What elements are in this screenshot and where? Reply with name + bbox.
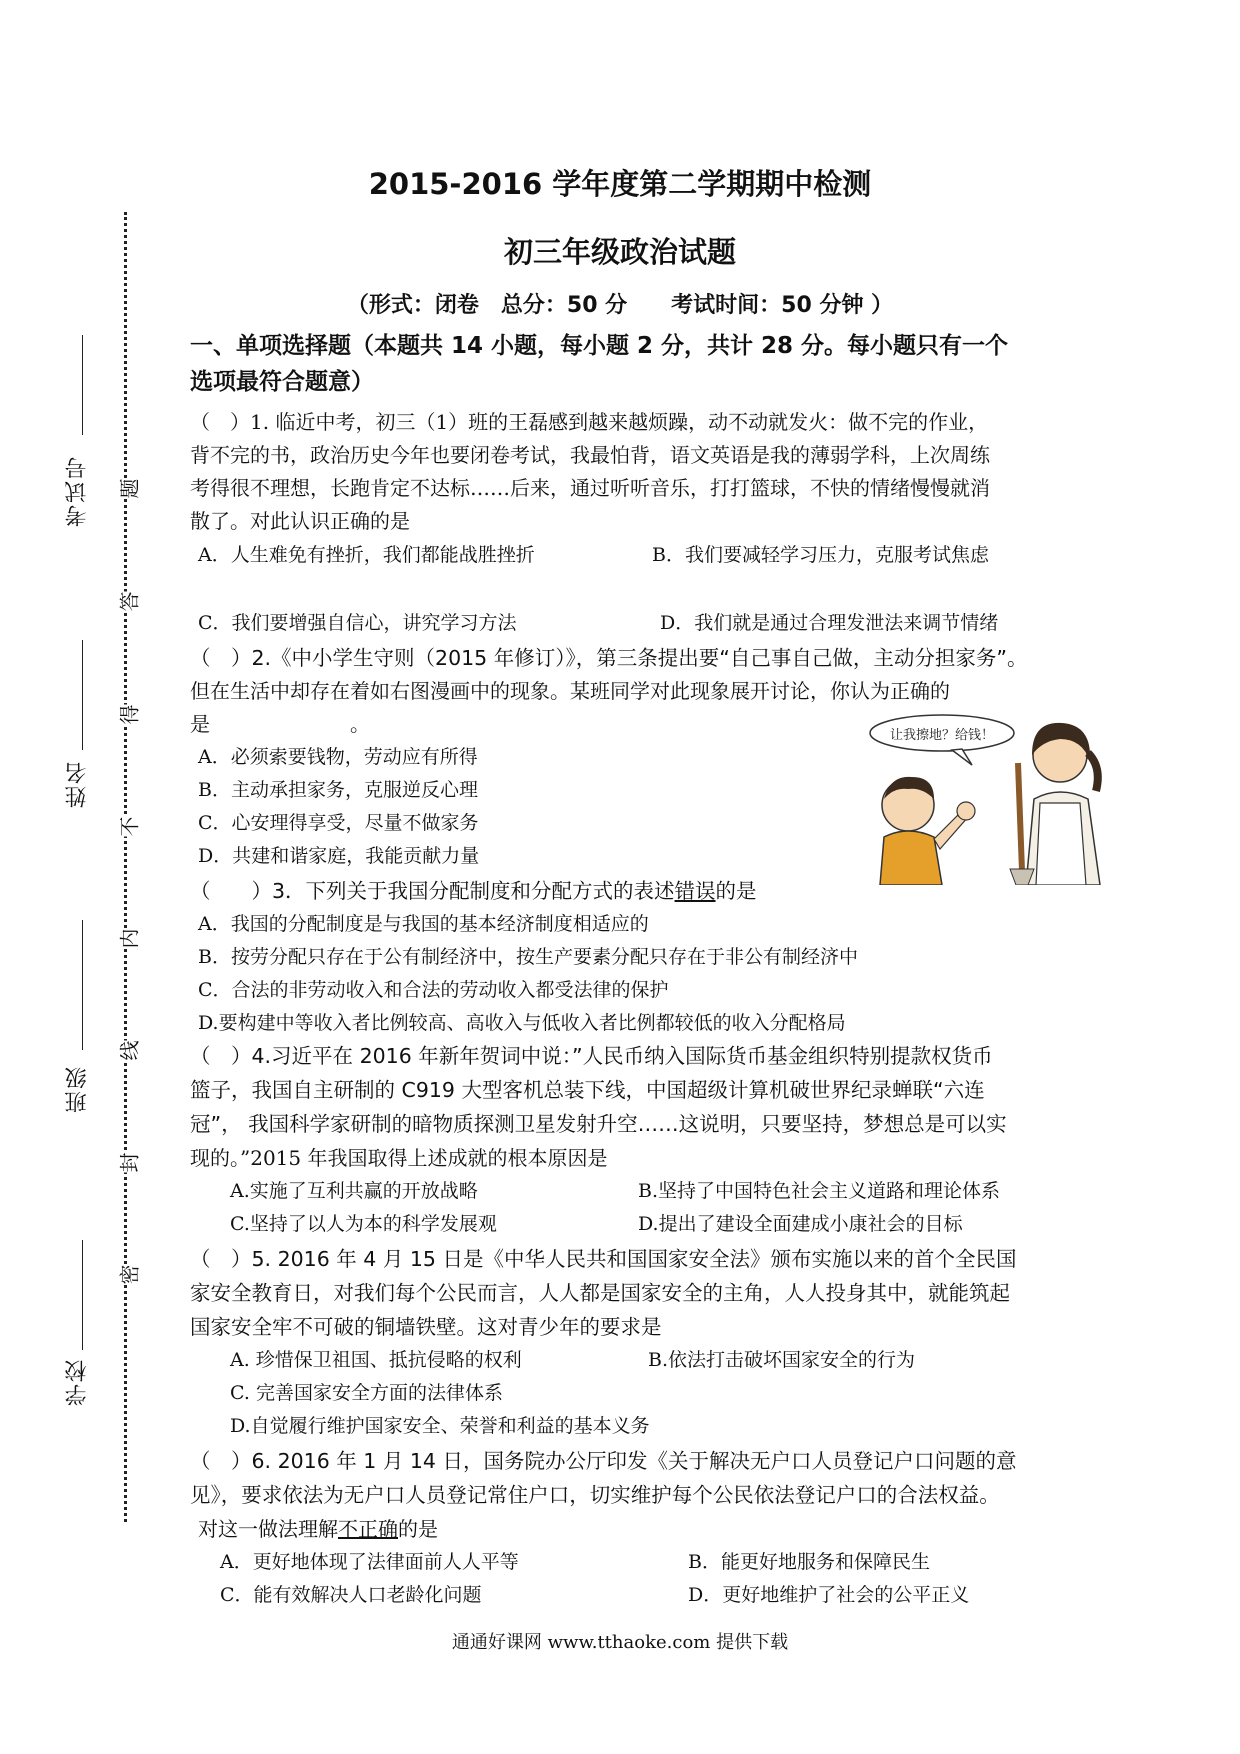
q2-line-1: （ ）2.《中小学生守则（2015 年修订）》，第三条提出要“自己事自己做，主动分担家务”。 (190, 646, 1028, 670)
footer-source: 通通好课网 www.tthaoke.com 提供下载 (451, 1632, 789, 1653)
q6-option-a: A．更好地体现了法律面前人人平等 (220, 1551, 519, 1573)
section-heading-line-1: 一、单项选择题（本题共 14 小题，每小题 2 分，共计 28 分。每小题只有一个 (190, 333, 1009, 359)
q1-option-c: C．我们要增强自信心，讲究学习方法 (198, 612, 517, 634)
speech-bubble-text: 让我擦地？给钱！ (889, 728, 995, 743)
q4-option-d: D.提出了建设全面建成小康社会的目标 (638, 1213, 963, 1235)
q1-option-b: B．我们要减轻学习压力，克服考试焦虑 (652, 544, 989, 566)
exam-title: 2015-2016 学年度第二学期期中检测 (368, 167, 872, 201)
q3-stem (190, 875, 1070, 908)
q3-option-a: A．我国的分配制度是与我国的基本经济制度相适应的 (198, 913, 649, 935)
q4-option-b: B.坚持了中国特色社会主义道路和理论体系 (638, 1180, 1001, 1202)
q4-line-4: 现的。”2015 年我国取得上述成就的根本原因是 (190, 1146, 608, 1170)
q5-line-1: （ ）5. 2016 年 4 月 15 日是《中华人民共和国国家安全法》颁布实施以来的首个全民国 (190, 1247, 1017, 1271)
q5-option-a: A. 珍惜保卫祖国、抵抗侵略的权利 (230, 1349, 522, 1371)
q6-line-2: 见》，要求依法为无户口人员登记常住户口，切实维护每个公民依法登记户口的合法权益。 (190, 1483, 1000, 1507)
q2-option-a: A．必须索要钱物，劳动应有所得 (198, 746, 478, 768)
seal-char-1: 题 (112, 479, 145, 499)
binding-dotted-line (124, 212, 127, 1522)
exam-subtitle: 初三年级政治试题 (503, 235, 736, 269)
q2-line-3: 是 。 (190, 712, 370, 736)
q1-option-a: A．人生难免有挫折，我们都能战胜挫折 (198, 544, 535, 566)
q6-stem-prefix: 对这一做法理解 (198, 1517, 338, 1541)
housework-cartoon (850, 703, 1150, 885)
q6-option-c: C．能有效解决人口老龄化问题 (220, 1584, 482, 1606)
name-label: 姓名 (65, 760, 90, 808)
seal-char-8: 密 (112, 1265, 145, 1285)
section-heading (190, 328, 1070, 400)
name-line (82, 640, 83, 750)
q3-option-b: B．按劳分配只存在于公有制经济中，按生产要素分配只存在于非公有制经济中 (198, 946, 858, 968)
q4-line-1: （ ）4.习近平在 2016 年新年贺词中说：”人民币纳入国际货币基金组织特别提款权货币 (190, 1044, 993, 1068)
q2-option-c: C．心安理得享受，尽量不做家务 (198, 812, 479, 834)
q5-option-b: B.依法打击破坏国家安全的行为 (648, 1349, 916, 1371)
exam-number-label: 考试号 (65, 455, 90, 527)
q5-option-c: C. 完善国家安全方面的法律体系 (230, 1382, 503, 1404)
q6-option-b: B．能更好地服务和保障民生 (688, 1551, 930, 1573)
seal-char-7: 封 (112, 1153, 145, 1173)
seal-char-4: 不 (112, 817, 145, 837)
q1-option-d: D．我们就是通过合理发泄法来调节情绪 (660, 612, 999, 634)
q1-line-4: 散了。对此认识正确的是 (190, 509, 410, 533)
q1-line-1: （ ）1. 临近中考，初三（1）班的王磊感到越来越烦躁，动不动就发火：做不完的作业， (190, 410, 989, 434)
q3-option-c: C．合法的非劳动收入和合法的劳动收入都受法律的保护 (198, 979, 669, 1001)
q6-line-1: （ ）6. 2016 年 1 月 14 日，国务院办公厅印发《关于解决无户口人员登记户口问题的意 (190, 1449, 1017, 1473)
q1-line-3: 考得很不理想，长跑肯定不达标……后来，通过听听音乐，打打篮球，不快的情绪慢慢就消 (190, 476, 990, 500)
section-heading-line-2: 选项最符合题意） (190, 369, 374, 395)
class-label: 班级 (65, 1065, 90, 1113)
q2-option-d: D．共建和谐家庭，我能贡献力量 (198, 845, 480, 867)
q6-stem-emphasis: 不正确 (338, 1517, 398, 1541)
seal-char-6: 线 (112, 1041, 145, 1061)
q3-option-d: D.要构建中等收入者比例较高、高收入与低收入者比例都较低的收入分配格局 (198, 1012, 846, 1034)
exam-number-line (82, 335, 83, 435)
q2-option-b: B．主动承担家务，克服逆反心理 (198, 779, 478, 801)
seal-char-2: 答 (112, 592, 145, 612)
seal-char-3: 得 (112, 705, 145, 725)
seal-char-5: 内 (112, 929, 145, 949)
q5-option-d: D.自觉履行维护国家安全、荣誉和利益的基本义务 (230, 1415, 650, 1437)
q3-stem-prefix: （ ）3．下列关于我国分配制度和分配方式的表述 (190, 879, 675, 903)
q1-line-2: 背不完的书，政治历史今年也要闭卷考试，我最怕背，语文英语是我的薄弱学科，上次周练 (190, 443, 990, 467)
q3-stem-emphasis: 错误 (674, 879, 716, 903)
q4-line-3: 冠”， 我国科学家研制的暗物质探测卫星发射升空……这说明，只要坚持，梦想总是可以实 (190, 1112, 1007, 1136)
q4-option-c: C.坚持了以人为本的科学发展观 (230, 1213, 497, 1235)
q5-line-3: 国家安全牢不可破的铜墙铁壁。这对青少年的要求是 (190, 1315, 662, 1339)
q4-line-2: 篮子，我国自主研制的 C919 大型客机总装下线，中国超级计算机破世界纪录蝉联“六连 (190, 1078, 985, 1102)
q2-line-2: 但在生活中却存在着如右图漫画中的现象。某班同学对此现象展开讨论，你认为正确的 (190, 679, 950, 703)
exam-meta: （形式：闭卷 总分：50 分 考试时间：50 分钟 ） (346, 293, 894, 318)
q3-stem-suffix: 的是 (715, 879, 757, 903)
school-label: 学校 (65, 1358, 90, 1406)
q4-option-a: A.实施了互利共赢的开放战略 (230, 1180, 478, 1202)
q6-stem-suffix: 的是 (398, 1517, 438, 1541)
q5-line-2: 家安全教育日，对我们每个公民而言，人人都是国家安全的主角，人人投身其中，就能筑起 (190, 1281, 1010, 1305)
school-line (82, 1240, 83, 1350)
q6-stem (198, 1513, 1078, 1546)
q6-option-d: D．更好地维护了社会的公平正义 (688, 1584, 970, 1606)
class-line (82, 920, 83, 1050)
